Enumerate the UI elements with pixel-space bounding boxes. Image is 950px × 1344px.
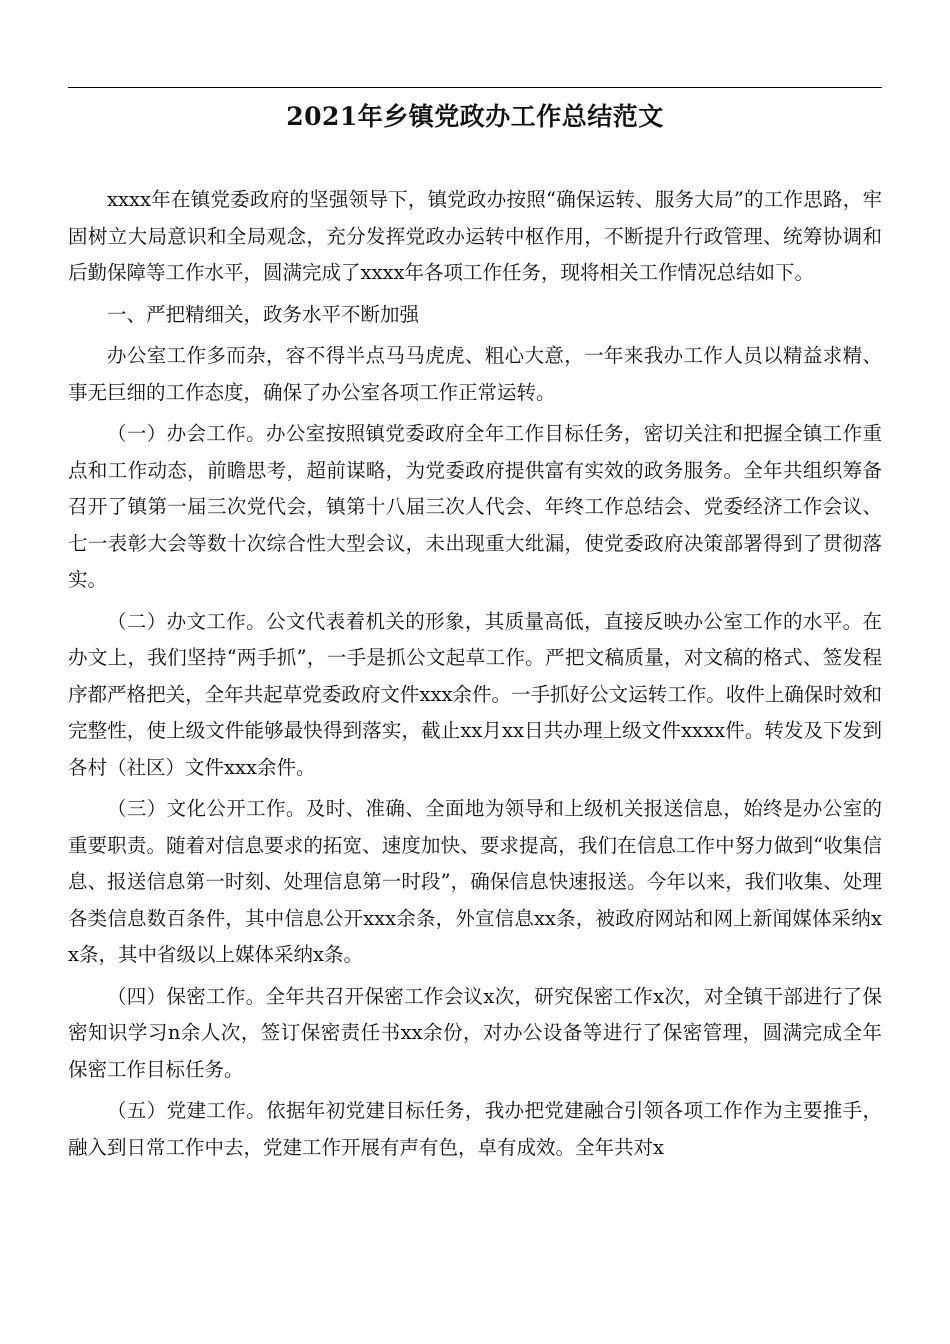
paragraph-meetings: （一）办会工作。办公室按照镇党委政府全年工作目标任务，密切关注和把握全镇工作重点和工作动态，前瞻思考，超前谋略，为党委政府提供富有实效的政务服务。全年共组织筹备召开了镇第一届三次党代会，镇第十八届三次人代会、年终工作总结会、党委经济工作会议、七一表彰大会等数十次综合性大型会议，未出现重大纰漏，使党委政府决策部署得到了贯彻落实。 [68,422,882,591]
paragraph-confidentiality: （四）保密工作。全年共召开保密工作会议x次，研究保密工作x次，对全镇干部进行了保密知识学习n余人次，签订保密责任书xx余份，对办公设备等进行了保密管理，圆满完成全年保密工作目标任务。 [68,984,882,1081]
header-rule [68,87,882,88]
paragraph-intro: xxxx年在镇党委政府的坚强领导下，镇党政办按照“确保运转、服务大局”的工作思路，牢固树立大局意识和全局观念，充分发挥党政办运转中枢作用，不断提升行政管理、统筹协调和后勤保障等工作水平，圆满完成了xxxx年各项工作任务，现将相关工作情况总结如下。 [68,188,882,284]
document-body [68,182,882,1171]
paragraph-party-building: （五）党建工作。依据年初党建目标任务，我办把党建融合引领各项工作作为主要推手，融入到日常工作中去，党建工作开展有声有色，卓有成效。全年共对x [68,1099,882,1159]
document-title: 2021年乡镇党政办工作总结范文 [286,102,664,131]
section-heading-1: 一、严把精细关，政务水平不断加强 [107,302,420,326]
paragraph-information: （三）文化公开工作。及时、准确、全面地为领导和上级机关报送信息，始终是办公室的重要职责。随着对信息要求的拓宽、速度加快、要求提高，我们在信息工作中努力做到“收集信息、报送信息第一时刻、处理信息第一时段”，确保信息快速报送。今年以来，我们收集、处理各类信息数百条件，其中信息公开xxx余条，外宣信息xx条，被政府网站和网上新闻媒体采纳xx条，其中省级以上媒体采纳x条。 [68,797,882,966]
paragraph-documents: （二）办文工作。公文代表着机关的形象，其质量高低，直接反映办公室工作的水平。在办文上，我们坚持“两手抓”，一手是抓公文起草工作。严把文稿质量，对文稿的格式、签发程序都严格把关，全年共起草党委政府文件xxx余件。一手抓好公文运转工作。收件上确保时效和完整性，使上级文件能够最快得到落实，截止xx月xx日共办理上级文件xxxx件。转发及下发到各村（社区）文件xxx余件。 [68,609,882,779]
paragraph-section-1-intro: 办公室工作多而杂，容不得半点马马虎虎、粗心大意，一年来我办工作人员以精益求精、事无巨细的工作态度，确保了办公室各项工作正常运转。 [68,344,882,404]
